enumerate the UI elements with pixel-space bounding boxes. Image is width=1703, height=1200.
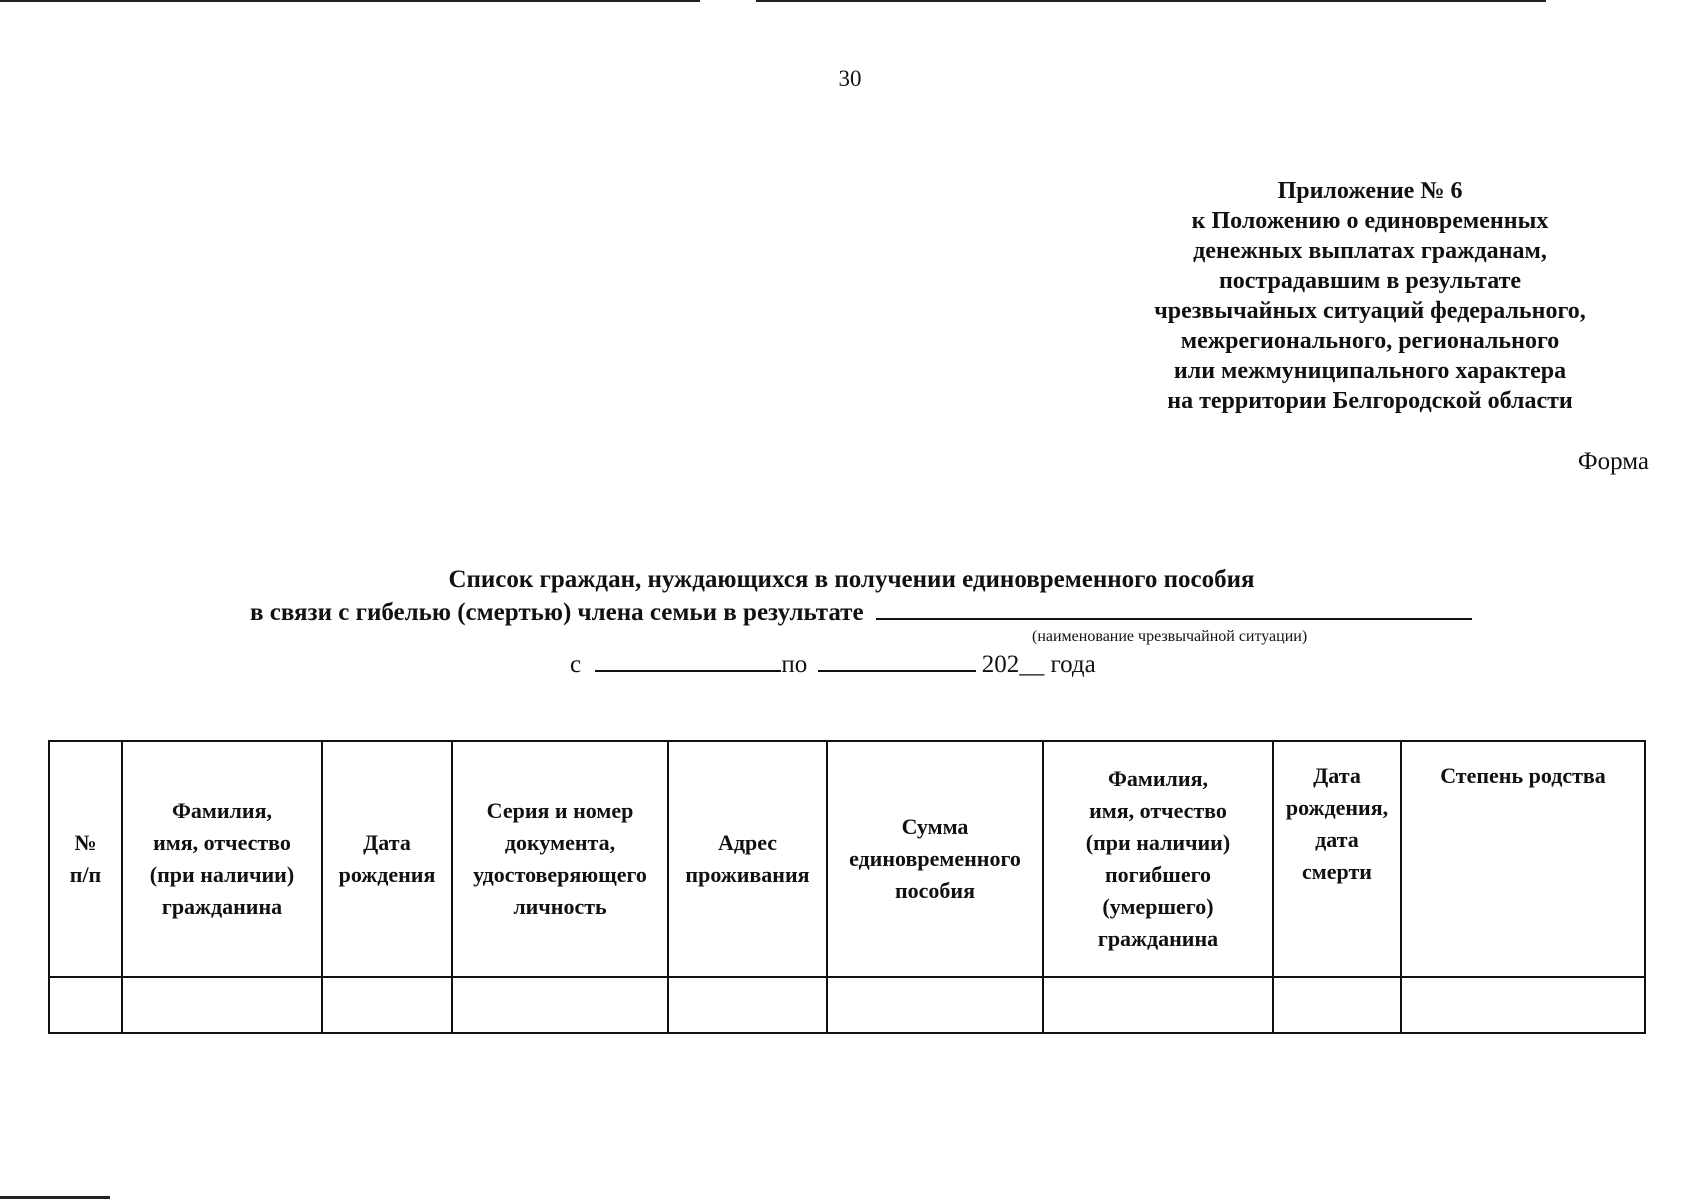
header-text: Дата <box>363 830 411 855</box>
form-label: Форма <box>1577 448 1649 475</box>
header-text: погибшего <box>1104 862 1212 887</box>
header-text: Степень родства <box>1440 763 1606 788</box>
table-cell[interactable] <box>668 977 827 1033</box>
appendix-line: межрегионального, регионального <box>1180 328 1560 354</box>
citizens-list-table <box>48 740 1646 1034</box>
header-birth-date <box>322 741 452 977</box>
table-cell[interactable] <box>1273 977 1401 1033</box>
appendix-line: чрезвычайных ситуаций федерального, <box>1154 298 1586 324</box>
table-header-row <box>49 741 1645 977</box>
header-text: пособия <box>894 878 976 903</box>
header-text: имя, отчество <box>1089 798 1227 823</box>
document-title: Список граждан, нуждающихся в получении единовременного пособия <box>448 566 1255 593</box>
header-text: документа, <box>504 830 616 855</box>
header-text: Адрес <box>717 830 778 855</box>
header-address <box>668 741 827 977</box>
table-cell[interactable] <box>827 977 1043 1033</box>
appendix-line: пострадавшим в результате <box>1218 268 1522 294</box>
table-cell[interactable] <box>452 977 668 1033</box>
header-deceased-name <box>1043 741 1273 977</box>
header-text: Фамилия, <box>172 798 272 823</box>
header-benefit-amount <box>827 741 1043 977</box>
header-text: (умершего) <box>1102 894 1214 919</box>
appendix-line: или межмуниципального характера <box>1173 358 1567 384</box>
scan-edge-line <box>756 0 1546 2</box>
header-text: гражданина <box>1097 926 1219 951</box>
appendix-line: Приложение № 6 <box>1277 178 1463 204</box>
table-cell[interactable] <box>322 977 452 1033</box>
header-text: имя, отчество <box>153 830 291 855</box>
header-text: гражданина <box>161 894 283 919</box>
period-from-blank[interactable] <box>595 648 781 672</box>
header-text: Фамилия, <box>1108 766 1208 791</box>
appendix-line: к Положению о единовременных <box>1191 208 1549 234</box>
header-text: дата <box>1315 827 1359 852</box>
header-id-document <box>452 741 668 977</box>
table-cell[interactable] <box>49 977 122 1033</box>
header-number <box>49 741 122 977</box>
header-text: единовременного <box>849 846 1021 871</box>
appendix-heading <box>1110 176 1630 416</box>
period-to-blank[interactable] <box>818 648 976 672</box>
subtitle-text: в связи с гибелью (смертью) члена семьи в результате <box>250 599 864 626</box>
header-text: смерти <box>1302 859 1372 884</box>
table-cell[interactable] <box>122 977 322 1033</box>
emergency-name-caption: (наименование чрезвычайной ситуации) <box>1032 628 1308 645</box>
header-text: (при наличии) <box>149 862 295 887</box>
header-text: проживания <box>685 862 810 887</box>
scan-edge-line <box>0 1196 110 1199</box>
header-text: Сумма <box>901 814 969 839</box>
table-row <box>49 977 1645 1033</box>
header-birth-death-dates <box>1273 741 1401 977</box>
document-subtitle <box>250 596 1472 627</box>
header-text: рождения, <box>1285 795 1389 820</box>
header-text: личность <box>513 894 607 919</box>
scan-edge-line <box>0 0 700 2</box>
period-line <box>570 648 1096 679</box>
header-citizen-name <box>122 741 322 977</box>
table-cell[interactable] <box>1401 977 1645 1033</box>
period-year-label: 202__ года <box>981 651 1096 678</box>
period-to-label: по <box>781 651 808 678</box>
emergency-name-blank[interactable] <box>876 596 1472 620</box>
header-text: (при наличии) <box>1085 830 1231 855</box>
header-text: Дата <box>1313 763 1361 788</box>
table-cell[interactable] <box>1043 977 1273 1033</box>
header-text: № <box>74 830 97 855</box>
appendix-line: на территории Белгородской области <box>1167 388 1573 414</box>
header-text: рождения <box>338 862 436 887</box>
period-from-label: с <box>570 651 582 678</box>
header-text: удостоверяющего <box>473 862 647 887</box>
appendix-line: денежных выплатах гражданам, <box>1193 238 1547 264</box>
header-kinship <box>1401 741 1645 977</box>
header-text: п/п <box>69 862 102 887</box>
header-text: Серия и номер <box>486 798 634 823</box>
page-number: 30 <box>838 66 862 91</box>
